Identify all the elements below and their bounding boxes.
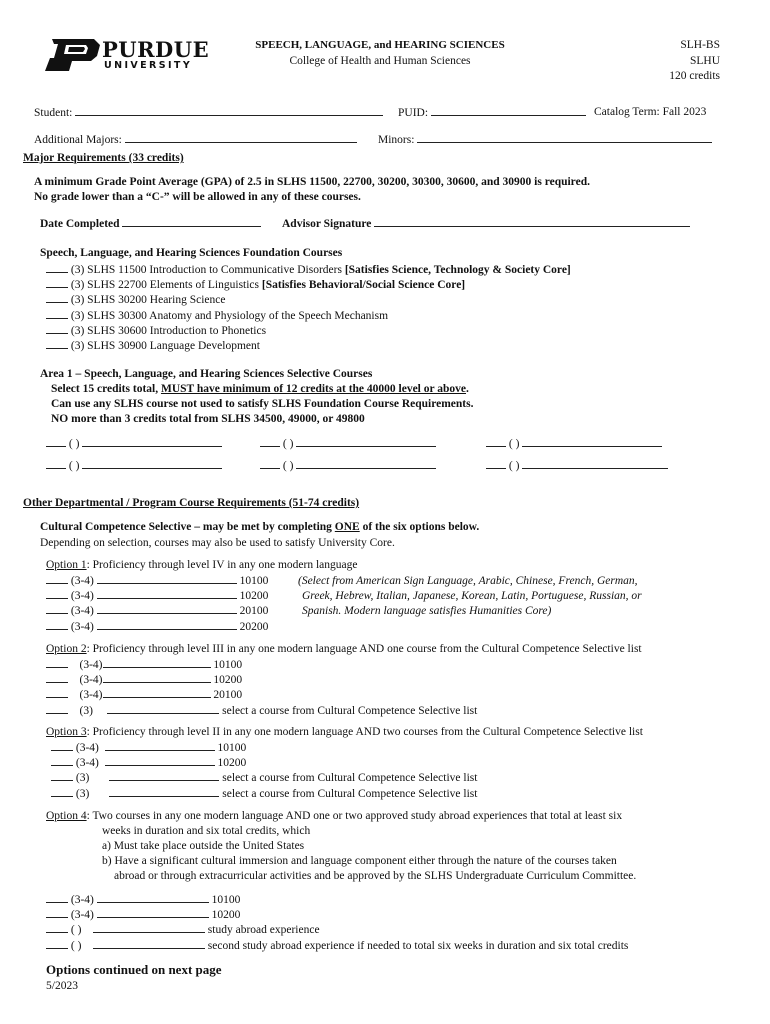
- option4-list: [46, 893, 628, 954]
- course-row: (3) SLHS 22700 Elements of Linguistics [Satisfies Behavioral/Social Science Core]: [46, 278, 571, 293]
- check-blank[interactable]: [46, 574, 68, 584]
- course-row: (3-4) 10100: [51, 741, 477, 756]
- majors-field[interactable]: [125, 133, 357, 143]
- check-blank[interactable]: [46, 688, 68, 698]
- selective-slot[interactable]: ( ): [46, 459, 222, 472]
- revision-date: 5/2023: [46, 980, 78, 992]
- course-row: (3) SLHS 30300 Anatomy and Physiology of the Speech Mechanism: [46, 309, 571, 324]
- check-blank[interactable]: [46, 893, 68, 903]
- course-row: (3-4) 20100: [46, 604, 268, 619]
- selective-slot[interactable]: ( ): [260, 437, 436, 450]
- date-label: Date Completed: [40, 218, 120, 230]
- course-field[interactable]: [93, 939, 205, 949]
- course-row: (3-4) 20100: [46, 688, 477, 703]
- course-field[interactable]: [109, 787, 219, 797]
- area1-rule-a: Select 15 credits total,: [51, 383, 161, 395]
- course-field[interactable]: [103, 658, 211, 668]
- option4-a: a) Must take place outside the United States: [102, 840, 305, 852]
- check-blank[interactable]: [46, 263, 68, 273]
- option4-b1: b) Have a significant cultural immersion and language component either through the nature of the courses taken: [102, 855, 617, 867]
- student-label: Student:: [34, 107, 73, 119]
- purdue-logo: [42, 38, 212, 72]
- option1-label: Option 1: [46, 559, 87, 571]
- check-blank[interactable]: [46, 589, 68, 599]
- course-field[interactable]: [97, 893, 209, 903]
- check-blank[interactable]: [46, 620, 68, 630]
- check-blank[interactable]: [46, 309, 68, 319]
- option2-label: Option 2: [46, 643, 87, 655]
- course-field[interactable]: [105, 756, 215, 766]
- continued-note: Options continued on next page: [46, 962, 222, 977]
- course-row: (3-4) 10200: [46, 589, 268, 604]
- check-blank[interactable]: [46, 704, 68, 714]
- puid-field[interactable]: [431, 106, 586, 116]
- course-field[interactable]: [97, 908, 209, 918]
- course-field[interactable]: [97, 589, 237, 599]
- selective-slot[interactable]: ( ): [486, 437, 662, 450]
- course-row: (3-4) 20200: [46, 620, 268, 635]
- check-blank[interactable]: [46, 939, 68, 949]
- course-field[interactable]: [103, 673, 211, 683]
- course-row: (3-4) 10200: [51, 756, 477, 771]
- majors-label: Additional Majors:: [34, 134, 122, 146]
- check-blank[interactable]: [46, 923, 68, 933]
- option3-list: [51, 741, 477, 802]
- cc-subtitle: Depending on selection, courses may also be used to satisfy University Core.: [40, 537, 395, 549]
- minors-field[interactable]: [417, 133, 712, 143]
- course-field[interactable]: [97, 574, 237, 584]
- course-row: (3) select a course from Cultural Competence Selective list: [46, 704, 477, 719]
- check-blank[interactable]: [51, 787, 73, 797]
- foundation-title: Speech, Language, and Hearing Sciences Foundation Courses: [40, 247, 343, 259]
- area1-rule-2: Can use any SLHS course not used to satisfy SLHS Foundation Course Requirements.: [51, 398, 474, 410]
- course-field[interactable]: [105, 741, 215, 751]
- area1-rule-b: MUST have minimum of 12 credits at the 40000 level or above: [160, 383, 467, 395]
- option4-label: Option 4: [46, 810, 87, 822]
- check-blank[interactable]: [46, 908, 68, 918]
- check-blank[interactable]: [46, 278, 68, 288]
- purdue-p-mark-icon: [42, 38, 102, 72]
- course-field[interactable]: [97, 620, 237, 630]
- selective-slot[interactable]: ( ): [486, 459, 668, 472]
- option2-list: [46, 658, 477, 719]
- college-name: College of Health and Human Sciences: [289, 55, 471, 67]
- course-row: (3) select a course from Cultural Competence Selective list: [51, 787, 477, 802]
- puid-label: PUID:: [398, 107, 429, 119]
- logo-sub: UNIVERSITY: [104, 60, 193, 71]
- course-row: (3-4) 10100: [46, 574, 268, 589]
- option3-label: Option 3: [46, 726, 87, 738]
- other-title: Other Departmental / Program Course Requirements (51-74 credits): [23, 497, 360, 509]
- gpa-requirement: A minimum Grade Point Average (GPA) of 2.5 in SLHS 11500, 22700, 30200, 30300, 30600, and 30900 is required.: [34, 176, 590, 188]
- logo-name: PURDUE: [102, 37, 210, 62]
- check-blank[interactable]: [51, 771, 73, 781]
- date-field[interactable]: [122, 217, 261, 227]
- course-row: (3) SLHS 30900 Language Development: [46, 339, 571, 354]
- major-title: Major Requirements (33 credits): [23, 152, 184, 164]
- total-credits: 120 credits: [669, 70, 720, 82]
- program-code-2: SLHU: [689, 55, 720, 67]
- course-row: (3) SLHS 30600 Introduction to Phonetics: [46, 324, 571, 339]
- course-row: (3-4) 10200: [46, 673, 477, 688]
- course-field[interactable]: [93, 923, 205, 933]
- course-row: (3-4) 10100: [46, 658, 477, 673]
- option4-b2: abroad or through extracurricular activities and be approved by the SLHS Undergraduate Curriculum Committee.: [114, 870, 637, 882]
- course-row: ( ) second study abroad experience if needed to total six weeks in duration and six total credits: [46, 939, 628, 954]
- option1-note: (Select from American Sign Language, Arabic, Chinese, French, German, Greek, Hebrew, Italian, Japanese, Korean, Latin, Portuguese, Russian, or Spanish. Modern language satisfies Humanities Core): [298, 575, 642, 618]
- option4-text-2: weeks in duration and six total credits, which: [102, 825, 311, 837]
- student-field[interactable]: [75, 106, 383, 116]
- course-row: ( ) study abroad experience: [46, 923, 628, 938]
- check-blank[interactable]: [46, 673, 68, 683]
- course-row: (3) SLHS 11500 Introduction to Communicative Disorders [Satisfies Science, Technology & Society Core]: [46, 263, 571, 278]
- advisor-label: Advisor Signature: [282, 218, 372, 230]
- catalog-term: Catalog Term: Fall 2023: [594, 106, 707, 118]
- selective-slot[interactable]: ( ): [260, 459, 436, 472]
- course-field[interactable]: [97, 604, 237, 614]
- check-blank[interactable]: [51, 756, 73, 766]
- check-blank[interactable]: [51, 741, 73, 751]
- check-blank[interactable]: [46, 339, 68, 349]
- course-row: (3-4) 10100: [46, 893, 628, 908]
- minors-label: Minors:: [378, 134, 415, 146]
- course-row: (3) SLHS 30200 Hearing Science: [46, 293, 571, 308]
- foundation-list: [46, 263, 571, 354]
- course-field[interactable]: [109, 771, 219, 781]
- course-row: (3) select a course from Cultural Competence Selective list: [51, 771, 477, 786]
- dept-title: SPEECH, LANGUAGE, and HEARING SCIENCES: [255, 39, 505, 51]
- course-field[interactable]: [103, 688, 211, 698]
- course-field[interactable]: [107, 704, 219, 714]
- option1-list: [46, 574, 268, 635]
- grade-requirement: No grade lower than a “C-” will be allowed in any of these courses.: [34, 191, 361, 203]
- area1-title: Area 1 – Speech, Language, and Hearing Sciences Selective Courses: [40, 368, 373, 380]
- area1-rule-3: NO more than 3 credits total from SLHS 34500, 49000, or 49800: [51, 413, 365, 425]
- advisor-field[interactable]: [374, 217, 690, 227]
- program-code: SLH-BS: [680, 39, 720, 51]
- check-blank[interactable]: [46, 293, 68, 303]
- selective-slot[interactable]: ( ): [46, 437, 222, 450]
- check-blank[interactable]: [46, 604, 68, 614]
- check-blank[interactable]: [46, 658, 68, 668]
- one-emphasis: ONE: [334, 521, 360, 533]
- course-row: (3-4) 10200: [46, 908, 628, 923]
- check-blank[interactable]: [46, 324, 68, 334]
